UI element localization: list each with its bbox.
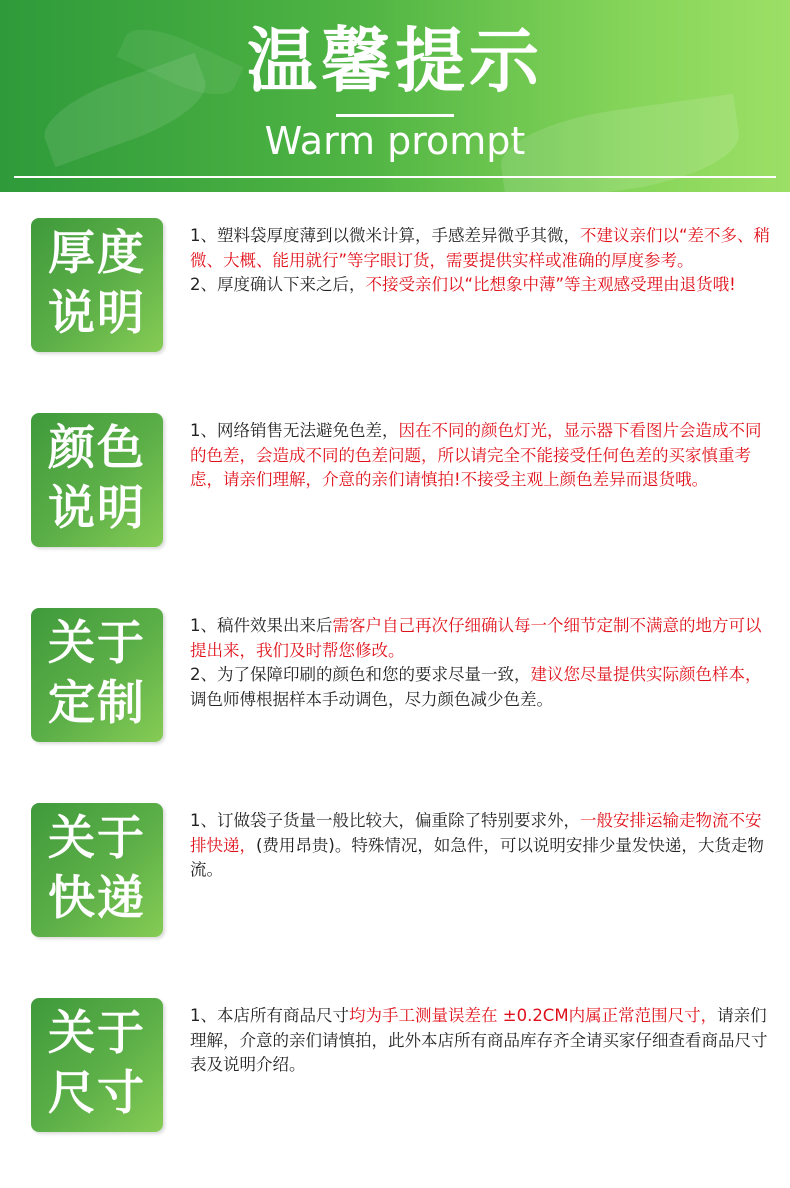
- badge-line: 颜色: [48, 421, 146, 476]
- section-size: [0, 998, 790, 1132]
- page-subtitle: Warm prompt: [264, 119, 526, 163]
- header-underline: [14, 176, 776, 178]
- section-thickness: [0, 218, 790, 352]
- title-divider: [336, 114, 454, 117]
- text-run: 请亲们理解，介意的亲们请慎拍，此外本店所有商品库存齐全请买家仔细查看商品尺寸表及说明介绍。: [190, 1006, 768, 1074]
- badge-line: 尺寸: [48, 1066, 146, 1121]
- badge-line: 说明: [48, 481, 146, 536]
- paragraph: [190, 663, 775, 712]
- badge-line: 关于: [48, 616, 146, 671]
- section-body: [190, 809, 775, 883]
- paragraph: [190, 273, 775, 298]
- paragraph: [190, 419, 775, 493]
- section-body: [190, 1004, 775, 1078]
- section-body: [190, 419, 775, 493]
- text-run: 2、为了保障印刷的颜色和您的要求尽量一致，: [190, 665, 531, 684]
- header-banner: [0, 0, 790, 192]
- warning-text: 不接受亲们以“比想象中薄”等主观感受理由退货哦!: [365, 275, 736, 294]
- warning-text: 一般安排运输走物流不安排快递，: [190, 811, 762, 855]
- text-run: (费用昂贵)。特殊情况，如急件，可以说明安排少量发快递，大货走物流。: [190, 835, 764, 879]
- badge-line: 厚度: [48, 226, 146, 281]
- badge-line: 说明: [48, 286, 146, 341]
- text-run: 1、网络销售无法避免色差，: [190, 421, 399, 440]
- paragraph: [190, 224, 775, 273]
- warning-text: 不建议亲们以“差不多、稍微、大概、能用就行”等字眼订货，需要提供实样或准确的厚度参考。: [190, 226, 771, 270]
- paragraph: [190, 809, 775, 883]
- warning-text: 建议您尽量提供实际颜色样本，: [530, 665, 762, 684]
- section-body: [190, 224, 775, 298]
- section-customization: [0, 608, 790, 742]
- text-run: 调色师傅根据样本手动调色，尽力颜色减少色差。: [190, 689, 553, 709]
- warning-text: 需客户自己再次仔细确认每一个细节定制不满意的地方可以提出来，我们及时帮您修改。: [190, 616, 762, 660]
- text-run: 1、本店所有商品尺寸: [190, 1006, 349, 1025]
- text-run: 2、厚度确认下来之后，: [190, 275, 366, 294]
- warning-text: 因在不同的颜色灯光，显示器下看图片会造成不同的色差，会造成不同的色差问题，所以请完全不能接受任何色差的买家慎重考虑，请亲们理解，介意的亲们请慎拍!不接受主观上颜色差异而退货哦。: [190, 421, 762, 489]
- section-color: [0, 413, 790, 547]
- warning-text: 均为手工测量误差在 ±0.2CM内属正常范围尺寸，: [349, 1006, 718, 1025]
- section-body: [190, 614, 775, 712]
- badge-line: 快递: [48, 871, 146, 926]
- page-title: 温馨提示: [247, 20, 543, 102]
- section-badge: [31, 218, 163, 352]
- text-run: 1、稿件效果出来后: [190, 616, 333, 635]
- badge-line: 关于: [48, 1006, 146, 1061]
- badge-line: 关于: [48, 811, 146, 866]
- text-run: 1、塑料袋厚度薄到以微米计算，手感差异微乎其微，: [190, 226, 580, 245]
- section-badge: [31, 413, 163, 547]
- paragraph: [190, 1004, 775, 1078]
- paragraph: [190, 614, 775, 663]
- section-badge: [31, 803, 163, 937]
- badge-line: 定制: [48, 676, 146, 731]
- section-badge: [31, 998, 163, 1132]
- section-shipping: [0, 803, 790, 937]
- text-run: 1、订做袋子货量一般比较大，偏重除了特别要求外，: [190, 811, 580, 830]
- section-badge: [31, 608, 163, 742]
